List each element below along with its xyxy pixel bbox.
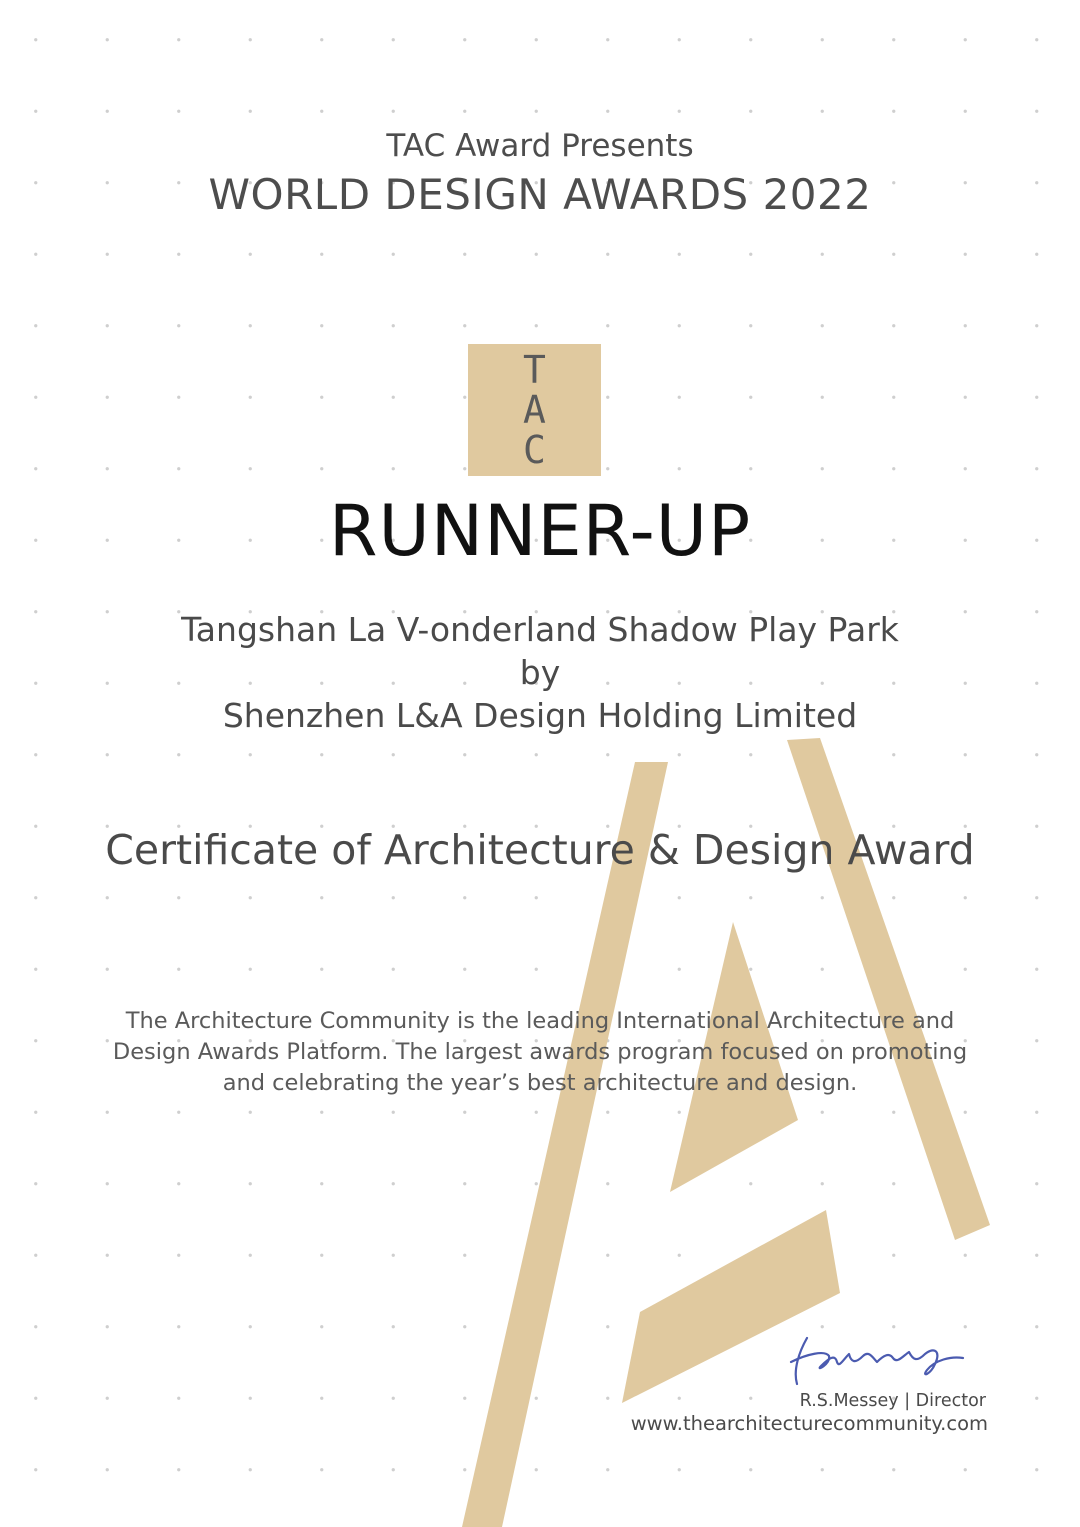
presenter-line: TAC Award Presents (386, 128, 694, 164)
project-by: by (519, 653, 561, 692)
event-title: WORLD DESIGN AWARDS 2022 (208, 170, 872, 219)
about-paragraph (0, 1006, 1080, 1099)
website-link[interactable]: www.thearchitecturecommunity.com (630, 1412, 988, 1435)
logo-letter-c: C (523, 428, 546, 472)
watermark-right-stroke (787, 738, 990, 1240)
logo-letter-t: T (523, 348, 546, 392)
tac-logo (468, 344, 601, 476)
director-signature (785, 1328, 975, 1390)
logo-letter-a: A (523, 388, 546, 432)
about-line: The Architecture Community is the leading International Architecture and (125, 1008, 955, 1034)
project-company: Shenzhen L&A Design Holding Limited (222, 696, 858, 735)
signer-name: R.S.Messey | Director (799, 1391, 986, 1411)
project-name: Tangshan La V-onderland Shadow Play Park (181, 610, 899, 649)
certificate-title: Certificate of Architecture & Design Award (105, 826, 975, 874)
award-rank: RUNNER-UP (328, 490, 752, 572)
project-block (0, 608, 1080, 737)
about-line: Design Awards Platform. The largest awards program focused on promoting (112, 1039, 968, 1065)
about-line: and celebrating the year’s best architecture and design. (222, 1070, 858, 1096)
